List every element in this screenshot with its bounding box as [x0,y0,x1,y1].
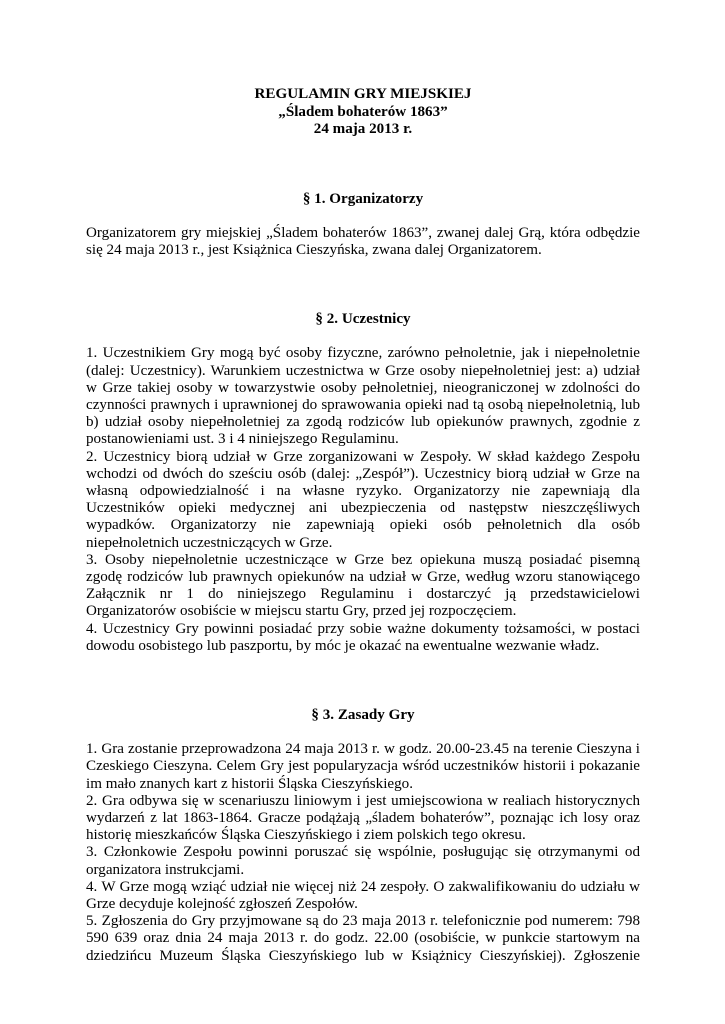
title-line-3: 24 maja 2013 r. [313,121,413,137]
section-2-heading: § 2. Uczestnicy [315,311,411,328]
section-2-item-1: 1. Uczestnikiem Gry mogą być osoby fizyczne, zarówno pełnoletnie, jak i niepełnoletnie (dalej: Uczestnicy). Warunkiem uczestnictwa w Grze osoby niepełnoletniej jest: a) udział w Grze takiej osoby w towarzystwie osoby pełnoletniej, nieograniczonej w zdolności do czynności prawnych i uprawnionej do sprawowania opieki nad tą osobą niepełnoletnią, lub b) udział osoby niepełnoletniej za zgodą rodziców lub opiekunów prawnych, zgodnie z postanowieniami ust. 3 i 4 niniejszego Regulaminu. [86,345,640,448]
section-3-item-1: 1. Gra zostanie przeprowadzona 24 maja 2013 r. w godz. 20.00-23.45 na terenie Cieszyna i Czeskiego Cieszyna. Celem Gry jest popularyzacja wśród uczestników historii i pokazanie im mało znanych kart z historii Śląska Cieszyńskiego. [86,741,640,792]
section-3-heading: § 3. Zasady Gry [311,706,415,723]
document-title [86,86,640,139]
section-2-item-3: 3. Osoby niepełnoletnie uczestniczące w Grze bez opiekuna muszą posiadać pisemną zgodę rodziców lub prawnych opiekunów na udział w Grze, według wzoru stanowiącego Załącznik nr 1 do niniejszego Regulaminu i dostarczyć ją przedstawicielowi Organizatorów osobiście w miejscu startu Gry, przed jej rozpoczęciem. [86,551,640,620]
document-page [86,86,640,965]
section-3-item-5: 5. Zgłoszenia do Gry przyjmowane są do 23 maja 2013 r. telefonicznie pod numerem: 798 590 639 oraz dnia 24 maja 2013 r. do godz. 22.00 (osobiście, w punkcie startowym na dziedzińcu Muzeum Śląska Cieszyńskiego lub w Książnicy Cieszyńskiej). Zgłoszenie [86,913,640,964]
section-2-item-2: 2. Uczestnicy biorą udział w Grze zorganizowani w Zespoły. W skład każdego Zespołu wchodzi od dwóch do sześciu osób (dalej: „Zespół”). Uczestnicy biorą udział w Grze na własną odpowiedzialność i na własne ryzyko. Organizatorzy nie zapewniają dla Uczestników opieki medycznej ani ubezpieczenia od następstw nieszczęśliwych wypadków. Organizatorzy nie zapewniają opieki osób pełnoletnich dla osób niepełnoletnich uczestniczących w Grze. [86,448,640,551]
section-3-body [86,741,640,965]
section-3-item-3: 3. Członkowie Zespołu powinni poruszać się wspólnie, posługując się otrzymanymi od organizatora instrukcjami. [86,844,640,878]
section-2-item-4: 4. Uczestnicy Gry powinni posiadać przy sobie ważne dokumenty tożsamości, w postaci dowodu osobistego lub paszportu, by móc je okazać na ewentualne wezwanie władz. [86,620,640,654]
section-1-paragraph: Organizatorem gry miejskiej „Śladem bohaterów 1863”, zwanej dalej Grą, która odbędzie się 24 maja 2013 r., jest Książnica Cieszyńska, zwana dalej Organizatorem. [86,224,640,258]
section-1-heading: § 1. Organizatorzy [302,190,424,207]
section-3-item-2: 2. Gra odbywa się w scenariuszu liniowym i jest umiejscowiona w realiach historycznych wydarzeń z lat 1863-1864. Gracze podążają „śladem bohaterów”, poznając ich losy oraz historię mieszkańców Śląska Cieszyńskiego i ziem polskich tego okresu. [86,792,640,844]
title-line-1: REGULAMIN GRY MIEJSKIEJ [254,86,472,102]
section-2-body [86,345,640,655]
title-line-2: „Śladem bohaterów 1863” [278,103,448,120]
section-3-item-4: 4. W Grze mogą wziąć udział nie więcej niż 24 zespoły. O zakwalifikowaniu do udziału w Grze decyduje kolejność zgłoszeń Zespołów. [86,878,640,912]
